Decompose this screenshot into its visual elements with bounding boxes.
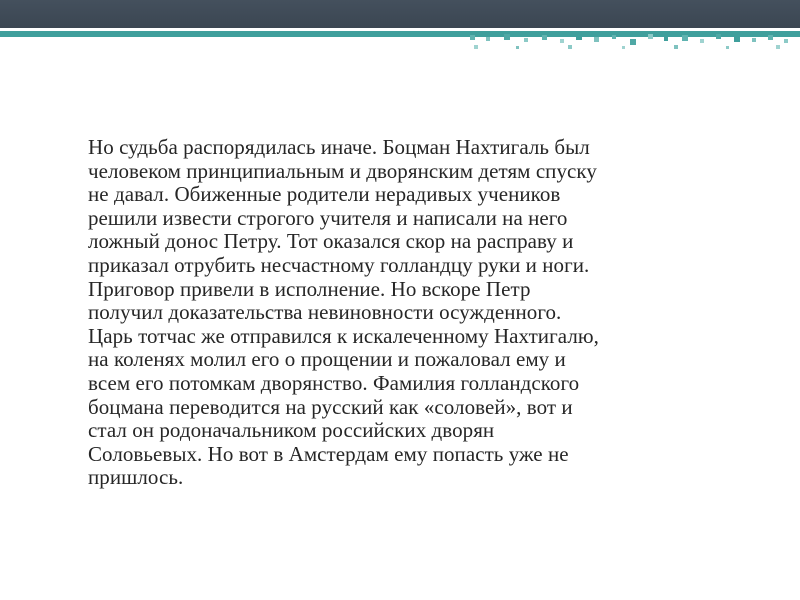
text-line: Но судьба распорядилась иначе. Боцман Нахтигаль был xyxy=(88,135,590,159)
text-line: получил доказательства невиновности осужденного. xyxy=(88,300,562,325)
text-line: человеком принципиальным и дворянским детям спуску xyxy=(88,158,597,183)
text-line: решили извести строгого учителя и написали на него xyxy=(88,205,568,230)
header-band xyxy=(0,0,800,28)
text-line: ложный донос Петру. Тот оказался скор на расправу и xyxy=(88,229,574,254)
text-line: всем его потомкам дворянство. Фамилия голландского xyxy=(88,370,580,395)
text-line: Царь тотчас же отправился к искалеченному Нахтигалю, xyxy=(88,323,599,348)
body-paragraph xyxy=(80,136,760,490)
text-line: пришлось. xyxy=(88,465,184,490)
text-line: боцмана переводится на русский как «соловей», вот и xyxy=(88,394,573,419)
text-line: не давал. Обиженные родители нерадивых учеников xyxy=(88,182,561,207)
text-line: Приговор привели в исполнение. Но вскоре Петр xyxy=(88,276,531,301)
text-line: стал он родоначальником российских дворян xyxy=(88,418,495,443)
text-line: приказал отрубить несчастному голландцу руки и ноги. xyxy=(88,252,590,277)
decorative-squares xyxy=(464,33,800,53)
text-line: Соловьевых. Но вот в Амстердам ему попасть уже не xyxy=(88,441,569,466)
text-line: на коленях молил его о прощении и пожаловал ему и xyxy=(88,347,566,372)
